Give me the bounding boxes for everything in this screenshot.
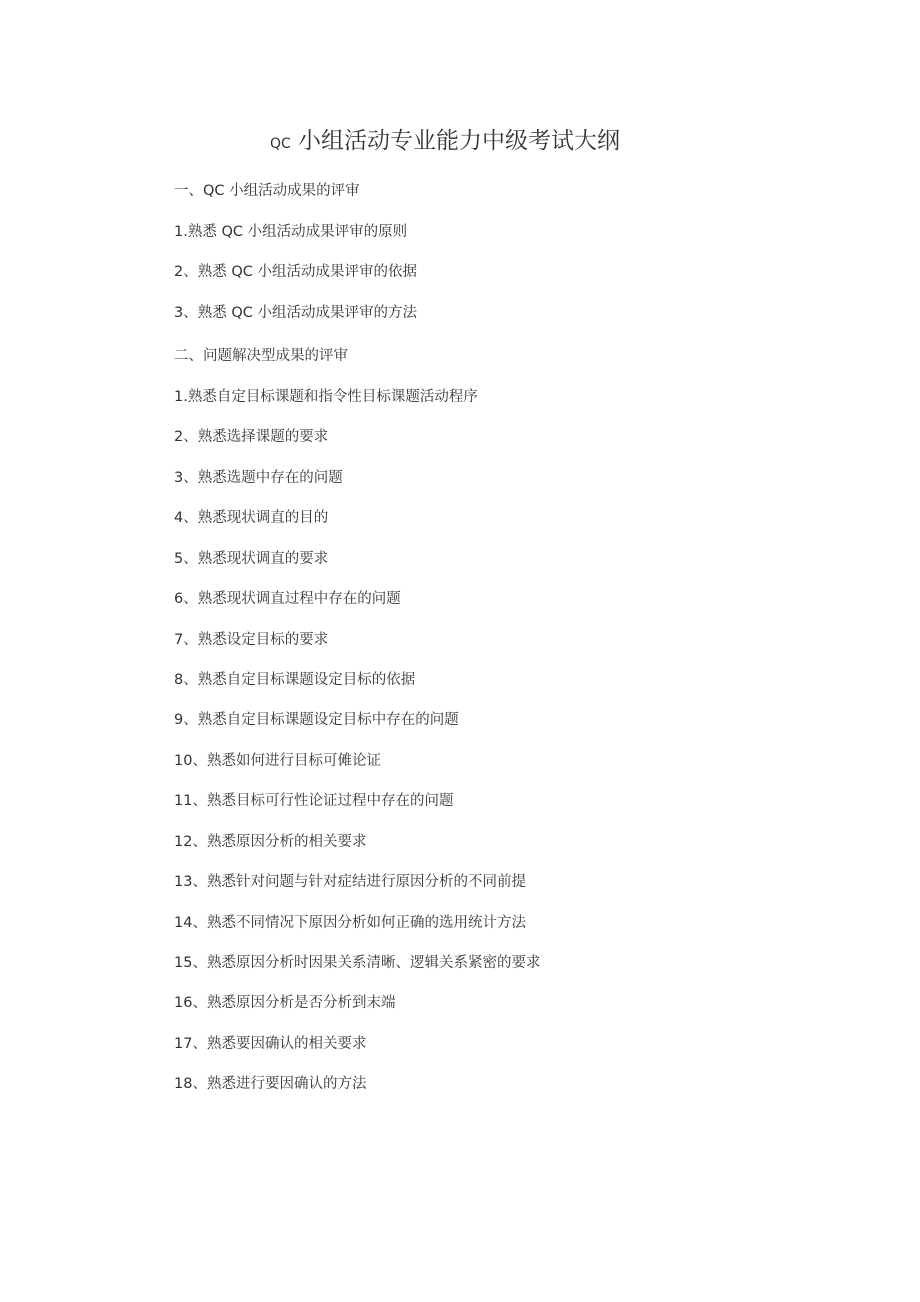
list-item: 14、熟悉不同情况下原因分析如何正确的选用统计方法 [174, 915, 526, 931]
list-item: 4、熟悉现状调直的目的 [174, 510, 329, 526]
list-item: 2、熟悉选择课题的要求 [174, 429, 329, 445]
list-item: 2、熟悉 QC 小组活动成果评审的依据 [174, 264, 417, 280]
list-item: 12、熟悉原因分析的相关要求 [174, 834, 367, 850]
list-item: 1.熟悉自定目标课题和指令性目标课题活动程序 [174, 389, 478, 405]
list-item: 6、熟悉现状调直过程中存在的问题 [174, 591, 401, 607]
list-item: 9、熟悉自定目标课题设定目标中存在的问题 [174, 712, 459, 728]
list-item: 15、熟悉原因分析时因果关系清晰、逻辑关系紧密的要求 [174, 955, 541, 971]
list-item: 18、熟悉进行要因确认的方法 [174, 1076, 367, 1092]
list-item: 3、熟悉选题中存在的问题 [174, 470, 343, 486]
list-item: 3、熟悉 QC 小组活动成果评审的方法 [174, 305, 417, 321]
list-item: 8、熟悉自定目标课题设定目标的依据 [174, 672, 416, 688]
list-item: 11、熟悉目标可行性论证过程中存在的问题 [174, 793, 454, 809]
section-heading-1: 一、QC 小组活动成果的评审 [174, 183, 360, 199]
list-item: 16、熟悉原因分析是否分析到末端 [174, 995, 396, 1011]
page-title [0, 123, 890, 162]
list-item: 1.熟悉 QC 小组活动成果评审的原则 [174, 224, 408, 240]
list-item: 17、熟悉要因确认的相关要求 [174, 1036, 367, 1052]
list-item: 7、熟悉设定目标的要求 [174, 632, 329, 648]
title-prefix: QC [269, 136, 291, 152]
list-item: 5、熟悉现状调直的要求 [174, 551, 329, 567]
list-item: 10、熟悉如何进行目标可傩论证 [174, 753, 381, 769]
section-heading-2: 二、问题解决型成果的评审 [174, 348, 348, 364]
title-main: 小组活动专业能力中级考试大纲 [298, 128, 621, 154]
list-item: 13、熟悉针对问题与针对症结进行原因分析的不同前提 [174, 874, 526, 890]
